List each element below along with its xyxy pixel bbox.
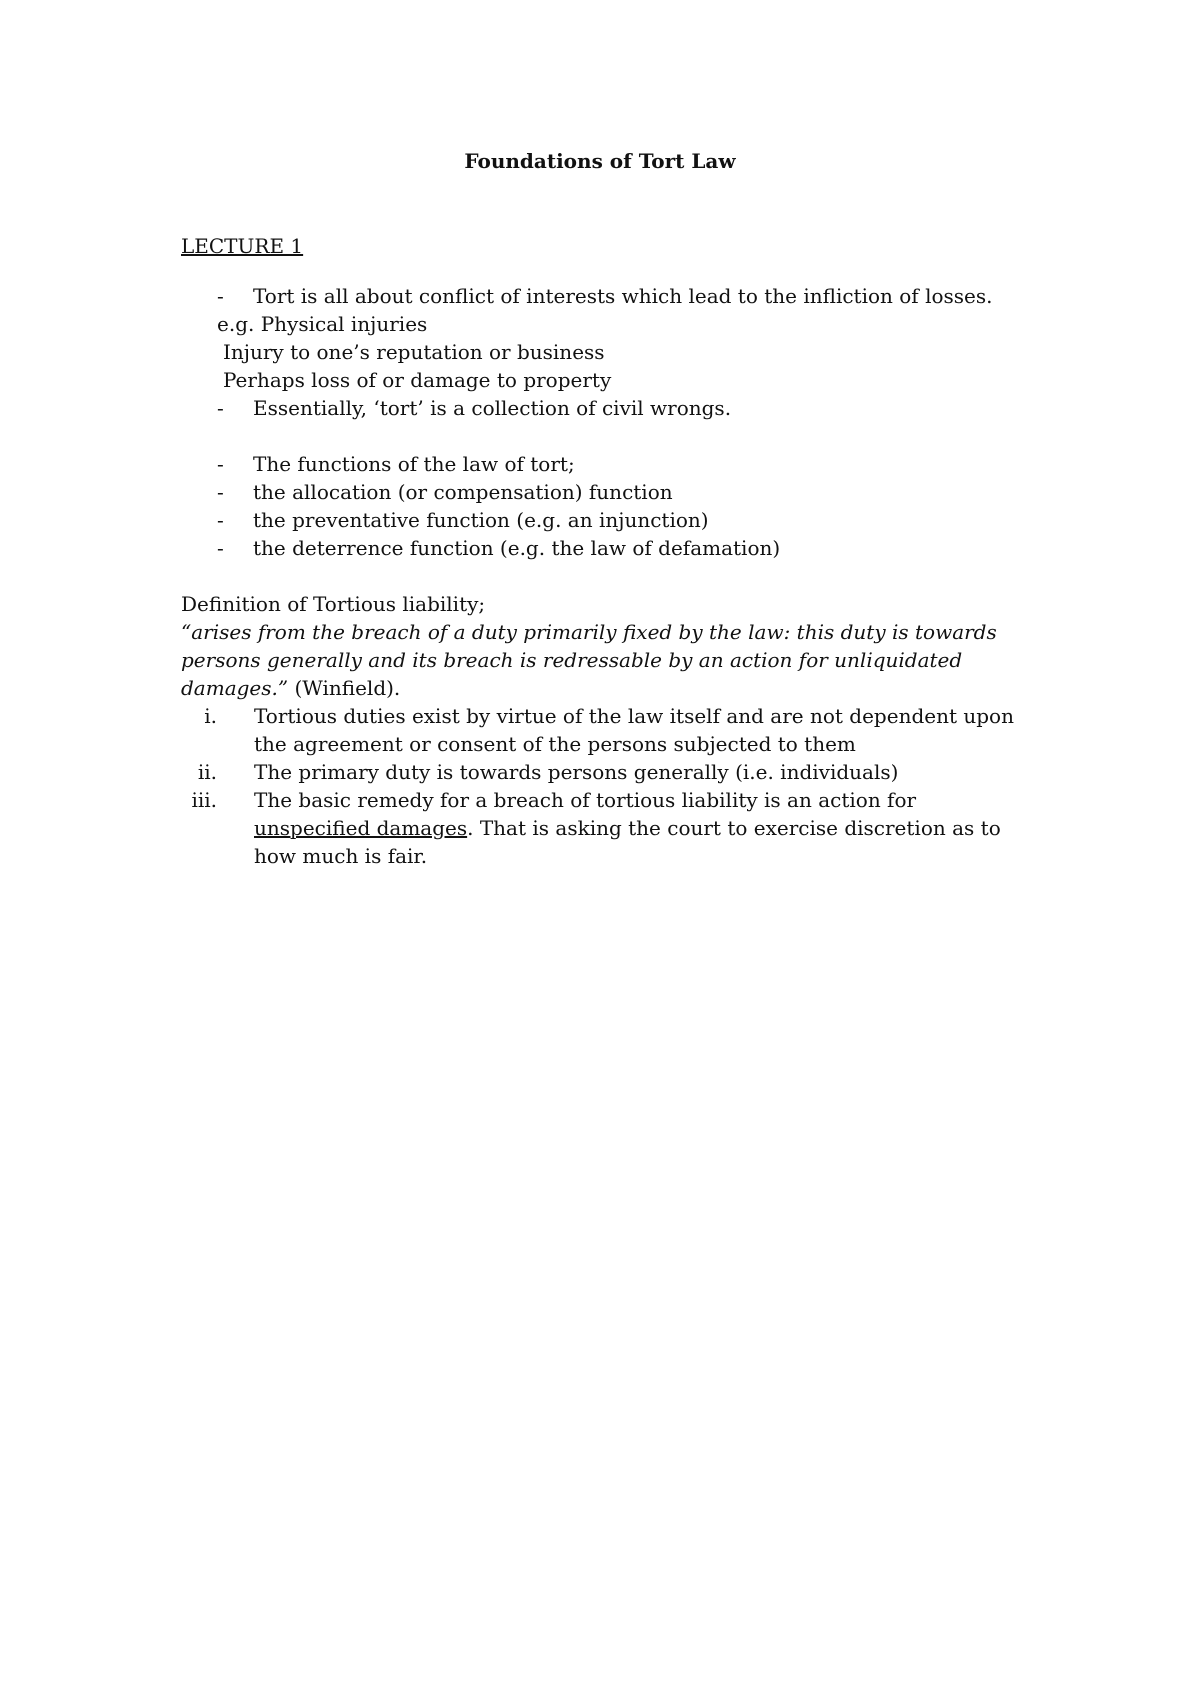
bullet-marker: - [217, 480, 224, 504]
bullet-item [181, 478, 1031, 506]
item-text-after: . That is asking the court to exercise discretion as to how much is fair. [254, 816, 1001, 868]
numbered-item [181, 702, 1031, 758]
example-line: Perhaps loss of or damage to property [223, 368, 612, 392]
definition-heading: Definition of Tortious liability; [181, 592, 486, 616]
bullet-marker: - [217, 536, 224, 560]
item-text [253, 786, 1031, 870]
document-body [181, 232, 1031, 870]
bullet-item [181, 450, 1031, 478]
bullet-marker: - [217, 452, 224, 476]
bullet-text: The functions of the law of tort; [253, 452, 575, 476]
bullet-text: Essentially, ‘tort’ is a collection of civil wrongs. [253, 396, 732, 420]
definition-attribution: (Winfield). [294, 676, 401, 700]
item-marker: ii. [197, 760, 217, 784]
numbered-item [181, 786, 1031, 870]
bullet-marker: - [217, 284, 224, 308]
lecture-heading: LECTURE 1 [181, 234, 304, 258]
bullet-text: Tort is all about conflict of interests which lead to the infliction of losses. [253, 284, 993, 308]
numbered-item [181, 758, 1031, 786]
bullet-item [181, 534, 1031, 562]
item-text-before: The basic remedy for a breach of tortious liability is an action for [254, 788, 917, 812]
item-marker: iii. [191, 788, 217, 812]
definition-quote: “arises from the breach of a duty primarily fixed by the law: this duty is towards persons generally and its breach is redressable by an action for unliquidated damages.” [181, 620, 997, 700]
item-text: The primary duty is towards persons generally (i.e. individuals) [254, 760, 899, 784]
bullet-text: the preventative function (e.g. an injunction) [253, 508, 709, 532]
bullet-item [181, 506, 1031, 534]
example-line: e.g. Physical injuries [217, 312, 428, 336]
bullet-text: the deterrence function (e.g. the law of defamation) [253, 536, 781, 560]
document-title: Foundations of Tort Law [464, 149, 736, 173]
bullet-item [181, 394, 1031, 422]
example-line: Injury to one’s reputation or business [223, 340, 605, 364]
item-text-underlined: unspecified damages [254, 816, 468, 840]
item-marker: i. [204, 704, 217, 728]
bullet-marker: - [217, 508, 224, 532]
item-text: Tortious duties exist by virtue of the law itself and are not dependent upon the agreement or consent of the persons subjected to them [254, 704, 1014, 756]
bullet-item [181, 282, 1031, 310]
bullet-text: the allocation (or compensation) function [253, 480, 673, 504]
definition-paragraph [181, 618, 1031, 702]
bullet-marker: - [217, 396, 224, 420]
